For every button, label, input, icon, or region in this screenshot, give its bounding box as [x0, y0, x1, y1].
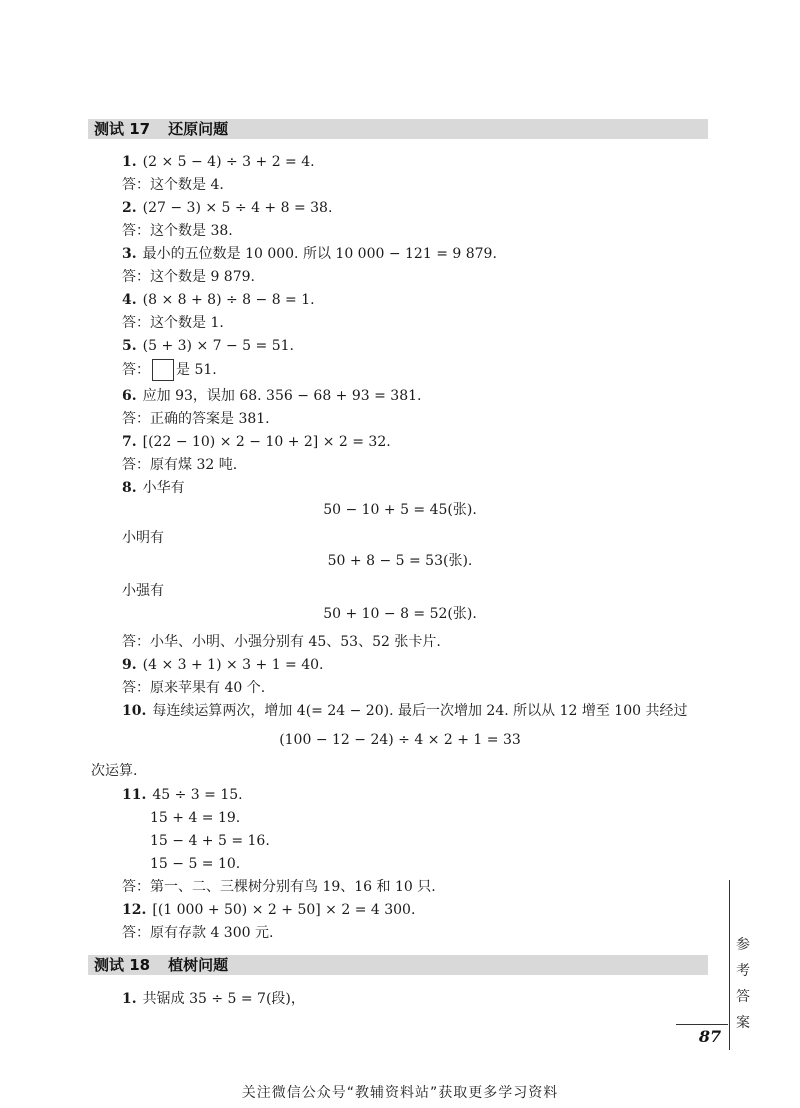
- answer-line: 9. (4 × 3 + 1) × 3 + 1 = 40.: [122, 657, 324, 673]
- answer-line: 小强有: [122, 583, 164, 599]
- equation: (100 − 12 − 24) ÷ 4 × 2 + 1 = 33: [279, 732, 521, 748]
- section-title: 植树问题: [168, 956, 229, 974]
- answer-line: 次运算.: [91, 763, 138, 779]
- answer-line: 答：小华、小明、小强分别有 45、53、52 张卡片.: [122, 634, 441, 650]
- footer-note: 关注微信公众号“教辅资料站”获取更多学习资料: [241, 1085, 559, 1101]
- answer-line: 答：正确的答案是 381.: [122, 411, 270, 427]
- section-number: 测试 17: [94, 120, 151, 138]
- side-tab-rule: [729, 880, 730, 1050]
- side-tab-label: 参 考 答 案: [736, 937, 750, 1031]
- page-number-rule: [676, 1024, 728, 1025]
- equation: 50 + 8 − 5 = 53(张).: [327, 553, 473, 569]
- blank-box: [152, 359, 174, 381]
- answer-line: 3. 最小的五位数是 10 000. 所以 10 000 − 121 = 9 879.: [122, 246, 497, 262]
- answer-line: 答：这个数是 4.: [122, 177, 224, 193]
- answer-line: 答：原来苹果有 40 个.: [122, 680, 266, 696]
- answer-line: 答：原有存款 4 300 元.: [122, 925, 274, 941]
- equation: 15 − 4 + 5 = 16.: [150, 833, 270, 849]
- answer-line: 5. (5 + 3) × 7 − 5 = 51.: [122, 338, 294, 354]
- answer-line: 答：这个数是 9 879.: [122, 269, 255, 285]
- answer-line: 答：第一、二、三棵树分别有鸟 19、16 和 10 只.: [122, 879, 436, 895]
- answer-line: 1. (2 × 5 − 4) ÷ 3 + 2 = 4.: [122, 154, 315, 170]
- answer-line: 10. 每连续运算两次，增加 4(= 24 − 20). 最后一次增加 24. 所以从 12 增至 100 共经过: [122, 703, 688, 719]
- answer-line: 2. (27 − 3) × 5 ÷ 4 + 8 = 38.: [122, 200, 333, 216]
- equation: 15 − 5 = 10.: [150, 856, 241, 872]
- answer-line: 1. 共锯成 35 ÷ 5 = 7(段)，: [122, 991, 305, 1007]
- answer-line: 答：原有煤 32 吨.: [122, 457, 238, 473]
- answer-line: 8. 小华有: [122, 480, 185, 496]
- answer-line: 12. [(1 000 + 50) × 2 + 50] × 2 = 4 300.: [122, 902, 416, 918]
- page-number: 87: [698, 1027, 722, 1046]
- section-number: 测试 18: [94, 956, 151, 974]
- answer-line: 小明有: [122, 530, 164, 546]
- equation: 15 + 4 = 19.: [150, 810, 241, 826]
- equation: 50 + 10 − 8 = 52(张).: [323, 606, 477, 622]
- section-title: 还原问题: [168, 120, 229, 138]
- equation: 50 − 10 + 5 = 45(张).: [323, 502, 477, 518]
- answer-line: 6. 应加 93，误加 68. 356 − 68 + 93 = 381.: [122, 388, 422, 404]
- answer-line: 答：这个数是 1.: [122, 315, 224, 331]
- section-header-test17: [88, 119, 708, 139]
- answer-line: 4. (8 × 8 + 8) ÷ 8 − 8 = 1.: [122, 292, 315, 308]
- section-header-test18: [88, 955, 708, 975]
- answer-line: 7. [(22 − 10) × 2 − 10 + 2] × 2 = 32.: [122, 434, 391, 450]
- answer-line: 答： 是 51.: [122, 359, 217, 381]
- answer-line: 答：这个数是 38.: [122, 223, 233, 239]
- answer-line: 11. 45 ÷ 3 = 15.: [122, 787, 243, 803]
